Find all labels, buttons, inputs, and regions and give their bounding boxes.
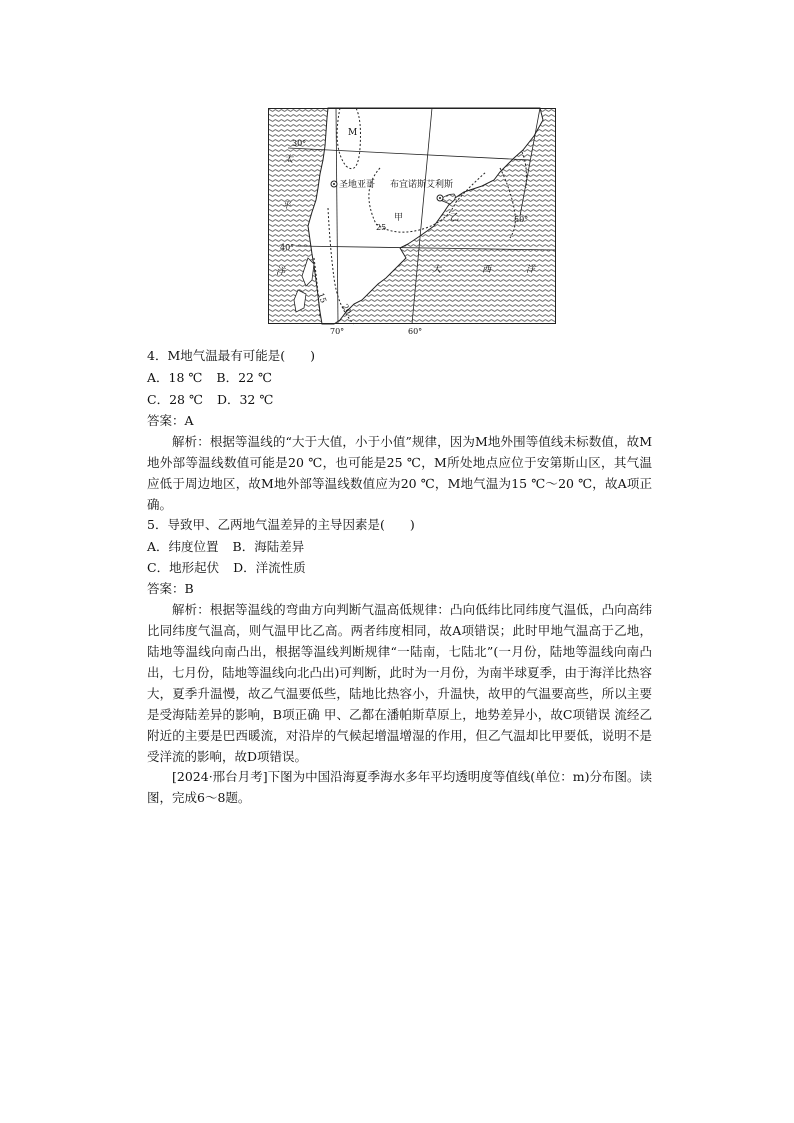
label-atlantic-1: 大 [432, 265, 442, 275]
q4-options-row2 [147, 389, 667, 410]
q5-options-row2 [147, 557, 667, 578]
q4-stem: 4．M地气温最有可能是( ) [147, 348, 316, 363]
label-iso20: 20 [340, 302, 354, 316]
q5-answer: 答案：B [147, 581, 194, 596]
q5-analysis: 解析：根据等温线的弯曲方向判断气温高低规律：凸向低纬比同纬度气温低，凸向高纬比同纬度气温高，则气温甲比乙高。两者纬度相同，故A项错误；此时甲地气温高于乙地，陆地等温线向南凸出，根据等温线判断规律“一陆南，七陆北”(一月份，陆地等温线向南凸出，七月份，陆地等温线向北凸出)可判断，此时为一月份，为南半球夏季，由于海洋比热容大，夏季升温慢，故乙气温要低些，陆地比热容小，升温快，故甲的气温要高些，所以主要是受海陆差异的影响，B项正确 甲、乙都在潘帕斯草原上，地势差异小，故C项错误 流经乙附近的主要是巴西暖流，对沿岸的气候起增温增湿的作用，但乙气温却比甲要低，说明不是受洋流的影响，故D项错误。 [147, 602, 652, 764]
label-lon50: 50° [514, 215, 529, 224]
q4-option-a: A．18 ℃ [147, 370, 203, 385]
q5-option-c: C．地形起伏 [147, 560, 220, 575]
label-pacific-3: 洋 [276, 267, 286, 277]
label-lat30: 30° [292, 139, 307, 148]
q5-option-b: B．海陆差异 [232, 539, 305, 554]
q4-analysis: 解析：根据等温线的“大于大值，小于小值”规律，因为M地外围等值线未标数值，故M地外部等温线数值可能是20 ℃，也可能是25 ℃，M所处地点应位于安第斯山区，其气温应低于周边地区，故M地外部等温线数值应为20 ℃，M地气温为15 ℃～20 ℃，故A项正确。 [147, 434, 652, 512]
q4-options-row1 [147, 367, 667, 388]
q5-stem: 5．导致甲、乙两地气温差异的主导因素是( ) [147, 517, 415, 532]
q4-option-c: C．28 ℃ [147, 392, 203, 407]
label-santiago: 圣地亚哥 [339, 180, 376, 190]
label-iso25: 25 [376, 223, 387, 232]
label-atlantic-2: 西 [482, 265, 492, 275]
label-jia: 甲 [394, 213, 404, 223]
q6-8-intro: [2024·邢台月考]下图为中国沿海夏季海水多年平均透明度等值线(单位：m)分布图。读图，完成6～8题。 [147, 769, 652, 805]
label-buenos-aires: 布宜诺斯艾利斯 [390, 180, 454, 190]
q5-options-row1 [147, 536, 667, 557]
label-lon70: 70° [330, 327, 345, 336]
q5-option-d: D．洋流性质 [233, 560, 306, 575]
label-lat40: 40° [280, 243, 295, 252]
label-pacific-2: 平 [282, 201, 292, 211]
isotherm-map [268, 108, 556, 336]
label-pacific-1: 太 [284, 155, 294, 165]
q4-answer: 答案：A [147, 413, 194, 428]
label-yi: 乙 [450, 213, 460, 223]
label-M: M [348, 128, 358, 138]
q5-option-a: A．纬度位置 [147, 539, 219, 554]
q4-option-b: B．22 ℃ [216, 370, 272, 385]
label-atlantic-3: 洋 [526, 265, 536, 275]
label-lon60: 60° [408, 327, 423, 336]
label-iso15: 15 [316, 291, 329, 305]
q4-option-d: D．32 ℃ [216, 392, 274, 407]
